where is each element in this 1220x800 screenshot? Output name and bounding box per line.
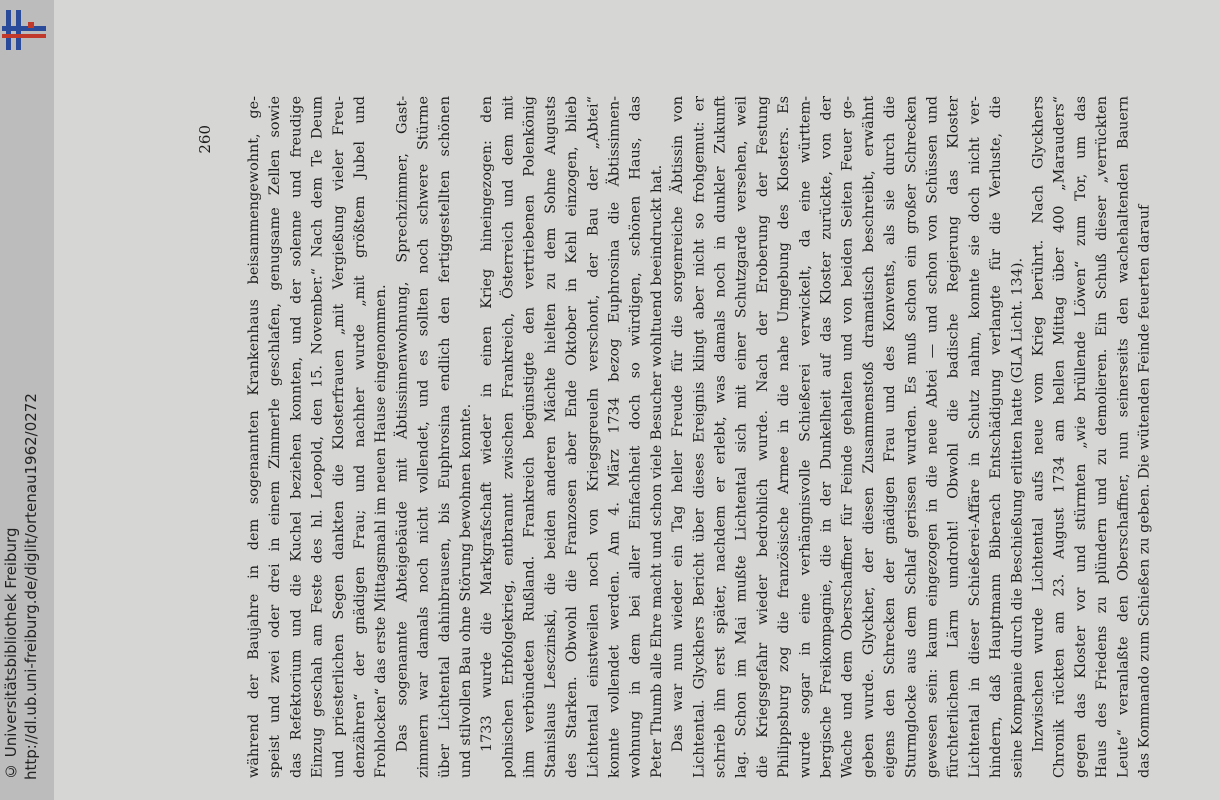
text-line: und priesterlichen Segen dankten die Klosterfrauen „mit Vergießung vieler Freu- <box>330 96 347 778</box>
text-line: lag. Schon im Mai mußte Lichtental sich mit einer Schutzgarde versehen, weil <box>733 96 750 778</box>
viewer-sidebar <box>0 0 54 800</box>
text-line: schrieb ihn erst später, nachdem er erlebt, was damals noch in dunkler Zukunft <box>712 96 729 778</box>
text-line: Stanislaus Lesczinski, die beiden anderen Mächte hielten zu dem Sohne Augusts <box>542 96 559 778</box>
text-line: hindern, daß Hauptmann Biberach Entschädigung verlangte für die Verluste, die <box>988 96 1005 778</box>
text-line: 1733 wurde die Markgrafschaft wieder in einen Krieg hineingezogen: den <box>479 96 496 753</box>
text-line: speist und zwei oder drei in einem Zimmerle geschlafen, genugsame Zellen sowie <box>267 96 284 778</box>
text-line: während der Baujahre in dem sogenannten Krankenhaus beisammengewohnt, ge- <box>246 96 262 778</box>
page-number: 260 <box>196 125 214 154</box>
text-line: Philippsburg zog die französische Armee in die nahe Umgebung des Klosters. Es <box>776 96 793 778</box>
text-line: ihm verbündeten Rußland. Frankreich begünstigte den vertriebenen Polenkönig <box>521 96 538 778</box>
text-line: denzähren“ der gnädigen Frau; und nachher wurde „mit größtem Jubel und <box>352 96 369 778</box>
text-line: seine Kompanie durch die Beschießung erlitten hatte (GLA Licht. 134). <box>1009 257 1026 778</box>
text-line: eigens den Schrecken der gnädigen Frau und des Konvents, als sie durch die <box>882 96 899 778</box>
text-line: fürchterlichem Lärm umdroht! Obwohl die badische Regierung das Kloster <box>945 96 962 778</box>
text-line: Sturmglocke aus dem Schlaf gerissen wurden. Es muß schon ein großer Schrecken <box>903 96 920 778</box>
text-line: Chronik rückten am 23. August 1734 am hellen Mittag über 400 „Marauders“ <box>1051 96 1068 778</box>
text-line: Einzug geschah am Feste des hl. Leopold, den 15. November.“ Nach dem Te Deum <box>309 96 326 778</box>
text-line: das Kommando zum Schießen zu geben. Die wütenden Feinde feuerten darauf <box>1136 204 1153 778</box>
text-line: Frohlocken“ das erste Mittagsmahl im neuen Hause eingenommen. <box>373 284 390 778</box>
text-line: gegen das Kloster vor und stürmten „wie brüllende Löwen“ zum Tor, um das <box>1072 96 1089 778</box>
text-line: die Kriegsgefahr wieder bedrohlich wurde. Nach der Eroberung der Festung <box>754 96 771 778</box>
document-url[interactable]: http://dl.ub.uni-freiburg.de/diglit/ortenau1962/0272 <box>22 393 40 780</box>
text-line: polnischen Erbfolgekrieg, entbrannt zwischen Frankreich, Österreich und dem mit <box>500 96 517 778</box>
text-line: Lichtental. Glyckhers Bericht über dieses Ereignis klingt aber nicht so frohgemut: er <box>691 96 708 778</box>
text-line: Inzwischen wurde Lichtental aufs neue vom Krieg berührt. Nach Glyckhers <box>1030 96 1047 753</box>
text-line: des Starken. Obwohl die Franzosen aber Ende Oktober in Kehl einzogen, blieb <box>564 96 581 778</box>
text-line: Lichtental in dieser Schießerei-Affäre in Schutz nahm, konnte sie doch nicht ver- <box>966 96 983 778</box>
text-line: Das war nun wieder ein Tag heller Freude für die sorgenreiche Äbtissin von <box>670 96 687 753</box>
text-line: konnte vollendet werden. Am 4. März 1734 bezog Euphrosina die Äbtissinnen- <box>606 96 623 778</box>
text-line: über Lichtental dahinbrausen, bis Euphrosina endlich den fertiggestellten schönen <box>436 96 453 778</box>
text-line: das Refektorium und die Kuchel beziehen konnten, und der solenne und freudige <box>288 96 305 778</box>
page-text <box>244 96 1153 778</box>
text-column <box>244 96 1153 778</box>
text-line: Leute“ veranlaßte den Oberschaffner, nun seinerseits den wachehaltenden Bauern <box>1115 96 1132 778</box>
text-line: bergische Freikompagnie, die in der Dunkelheit auf das Kloster zurückte, von der <box>818 96 835 778</box>
text-line: und stilvollen Bau ohne Störung bewohnen konnte. <box>458 403 475 778</box>
copyright-notice: © Universitätsbibliothek Freiburg <box>2 527 20 780</box>
text-line: zimmern war damals noch nicht vollendet, und es sollten noch schwere Stürme <box>415 96 432 778</box>
text-line: gewesen sein: kaum eingezogen in die neue Abtei — und schon von Schüssen und <box>924 96 941 778</box>
text-line: Wache und dem Oberschaffner für Feinde gehalten und von beiden Seiten Feuer ge- <box>839 96 856 778</box>
scanned-page <box>54 0 1220 800</box>
text-line: Lichtental einstweilen noch von Kriegsgreueln verschont, der Bau der „Abtei“ <box>585 96 602 778</box>
text-line: Haus des Friedens zu plündern und zu demolieren. Ein Schuß dieser „verrückten <box>1094 96 1111 778</box>
text-line: Peter Thumb alle Ehre macht und schon viele Besucher wohltuend beeindruckt hat. <box>648 164 665 778</box>
text-line: wurde sogar in eine verhängnisvolle Schießerei verwickelt, da eine württem- <box>797 96 814 778</box>
text-line: Das sogenannte Abteigebäude mit Äbtissinnenwohnung, Sprechzimmer, Gast- <box>394 96 411 753</box>
text-line: geben wurde. Glyckher, der diesen Zusammenstoß dramatisch beschreibt, erwähnt <box>860 96 877 778</box>
text-line: wohnung in dem bei aller Einfachheit doch so würdigen, schönen Haus, das <box>627 96 644 778</box>
